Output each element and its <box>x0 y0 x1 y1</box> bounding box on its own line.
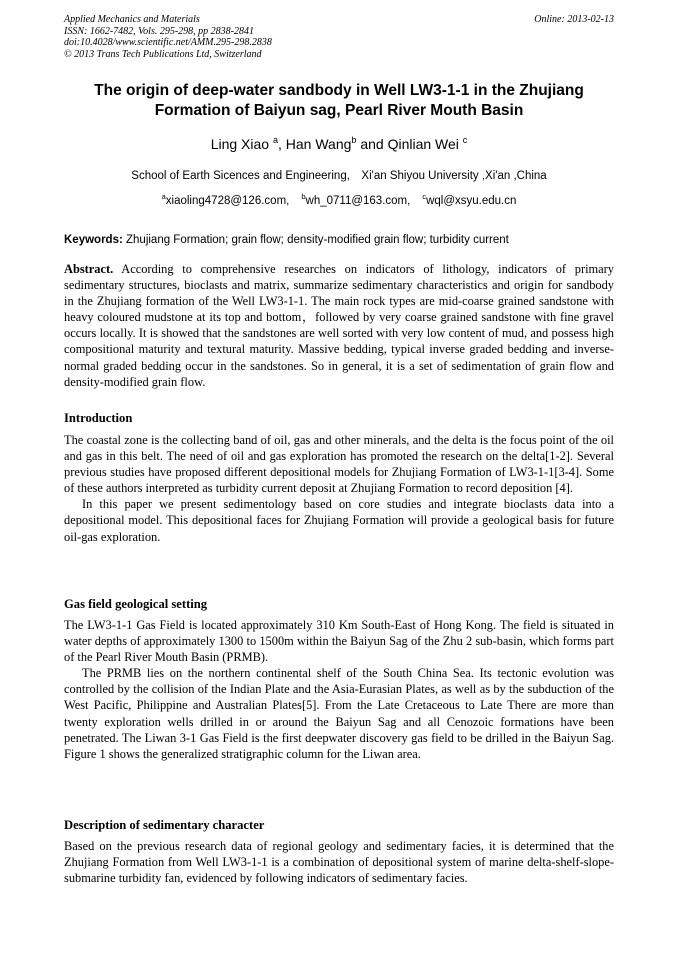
author-list: Ling Xiao $^a$, Han Wang$^b$ and Qinlian Wei $^c$ <box>210 135 468 152</box>
title-line-2: Formation of Baiyun sag, Pearl River Mouth Basin <box>154 102 524 119</box>
affiliation: School of Earth Sicences and Engineering, Xi'an Shiyou University ,Xi'an ,China <box>131 170 547 182</box>
email-mark: a <box>161 192 166 201</box>
email-mark: b <box>301 192 306 201</box>
gas-field-section <box>64 617 614 762</box>
keywords-label: Keywords: <box>64 234 123 246</box>
email-address[interactable]: xiaoling4728@126.com, <box>165 195 290 207</box>
section-heading-introduction: Introduction <box>64 411 133 425</box>
keywords <box>64 233 614 247</box>
email-address[interactable]: wql@xsyu.edu.cn <box>426 195 517 207</box>
section-heading-description: Description of sedimentary character <box>64 818 265 832</box>
paragraph: The coastal zone is the collecting band of oil, gas and other minerals, and the delta is the focus point of the oil and gas in this belt. The need of oil and gas exploration has promoted the research on the delta[1-2]. Several previous studies have proposed different depositional models for Zhujiang Formation of LW3-1-1[3-4]. Some of these authors interpreted as turbidity current deposit at Zhujiang Formation to record deposition [4]. <box>64 433 614 496</box>
author-name: Qinlian Wei <box>387 136 459 152</box>
doi-line[interactable]: doi:10.4028/www.scientific.net/AMM.295-298.2838 <box>64 37 272 48</box>
paragraph: Based on the previous research data of regional geology and sedimentary facies, it is determined that the Zhujiang Formation from Well LW3-1-1 is a combination of depositional system of marine delta-shelf-slope-submarine turbidity fan, evidenced by following indicators of sedimentary facies. <box>64 839 614 886</box>
issn-line: ISSN: 1662-7482, Vols. 295-298, pp 2838-2841 <box>64 25 254 37</box>
author-affil-mark: b <box>351 135 357 145</box>
author-name: Han Wang <box>285 136 352 152</box>
section-heading-gas-field: Gas field geological setting <box>64 597 208 611</box>
keywords-text: Zhujiang Formation; grain flow; density-modified grain flow; turbidity current <box>126 234 509 246</box>
email-mark: c <box>422 192 427 201</box>
author-emails <box>64 194 614 208</box>
copyright-line: © 2013 Trans Tech Publications Ltd, Switzerland <box>64 48 262 60</box>
journal-header <box>64 14 614 60</box>
author-affil-mark: c <box>462 135 468 145</box>
author-name: Ling Xiao <box>210 136 270 152</box>
abstract-text: According to comprehensive researches on indicators of lithology, indicators of primary sedimentary structures, bioclasts and matrix, summarize sedimentary characteristics and origin for sandbody in the Zhujiang formation of the Well LW3-1-1. The main rock types are mid-coarse grained sandstone with heavy coloured mudstone at its top and bottom，followed by very coarse grained sandstone with fine gravel occurs locally. It is showed that the sandstones are well sorted with very low content of mud, and possess high compositional maturity and textural maturity. Massive bedding, typical inverse graded bedding and inverse-normal graded bedding occur in the sandstones. So in general, it is a set of sedimentation of grain flow and density-modified grain flow. <box>64 262 614 389</box>
paragraph: The PRMB lies on the northern continental shelf of the South China Sea. Its tectonic evolution was controlled by the collision of the Indian Plate and the Asia-Eurasian Plates, as well as by the subduction of the West Pacific, Philippine and Australian Plates[5]. From the Late Cretaceous to Late There are more than twenty exploration wells drilled in or around the Baiyun Sag and all Cenozoic formations have been penetrated. The Liwan 3-1 Gas Field is the first deepwater discovery gas field to be drilled in the Baiyun Sag. Figure 1 shows the generalized stratigraphic column for the Liwan area. <box>64 666 614 761</box>
paragraph: The LW3-1-1 Gas Field is located approximately 310 Km South-East of Hong Kong. The field is situated in water depths of approximately 1300 to 1500m within the Baiyun Sag of the Zhu 2 sub-basin, which forms part of the Pearl River Mouth Basin (PRMB). <box>64 618 614 665</box>
online-date: Online: 2013-02-13 <box>534 14 614 25</box>
journal-name: Applied Mechanics and Materials <box>64 14 200 25</box>
introduction-section <box>64 432 614 545</box>
abstract <box>64 261 614 390</box>
author-and: and <box>360 136 384 152</box>
title-line-1: The origin of deep-water sandbody in Well LW3-1-1 in the Zhujiang <box>94 82 584 99</box>
description-section <box>64 838 614 886</box>
abstract-label: Abstract. <box>64 262 114 276</box>
paragraph: In this paper we present sedimentology based on core studies and integrate bioclasts data into a depositional model. This depositional faces for Zhujiang Formation will provide a geological basis for future oil-gas exploration. <box>64 497 614 544</box>
paper-title <box>64 81 614 121</box>
author-affil-mark: a <box>272 135 278 145</box>
email-address[interactable]: wh_0711@163.com, <box>305 195 411 207</box>
